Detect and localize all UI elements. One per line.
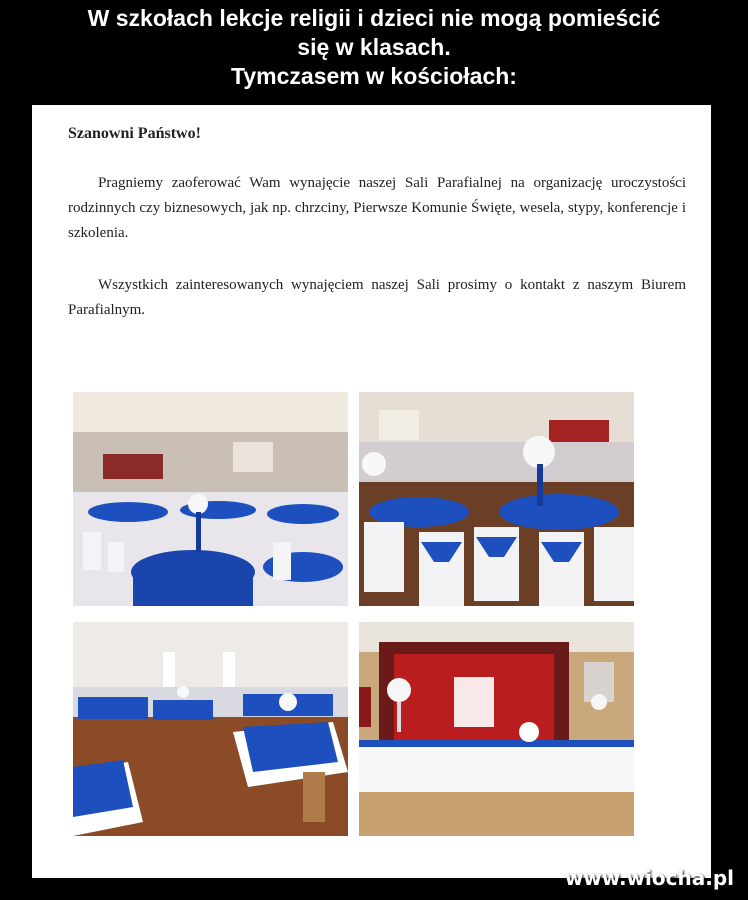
hall-photo-round-tables [73, 392, 348, 606]
meme-headline [0, 4, 748, 91]
letter-paragraph-1: Pragniemy zaoferować Wam wynajęcie naszej Sali Parafialnej na organizację uroczystości rodzinnych czy biznesowych, jak np. chrzciny, Pierwsze Komunie Święte, wesela, stypy, konferencje i szkolenia. [68, 175, 686, 241]
site-watermark: www.wiocha.pl [564, 866, 734, 890]
headline-line-2: się w klasach. [297, 34, 451, 60]
hall-photo-stage-head-table [359, 622, 634, 836]
letter-paragraph-2: Wszystkich zainteresowanych wynajęciem naszej Sali prosimy o kontakt z naszym Biurem Parafialnym. [68, 277, 686, 318]
letter-greeting: Szanowni Państwo! [68, 125, 201, 142]
letter-text [68, 125, 686, 323]
headline-line-3: Tymczasem w kościołach: [231, 63, 517, 89]
hall-photo-square-tables [73, 622, 348, 836]
hall-photo-chair-sashes [359, 392, 634, 606]
headline-line-1: W szkołach lekcje religii i dzieci nie mogą pomieścić [87, 5, 661, 31]
parish-letter-document [32, 105, 711, 878]
